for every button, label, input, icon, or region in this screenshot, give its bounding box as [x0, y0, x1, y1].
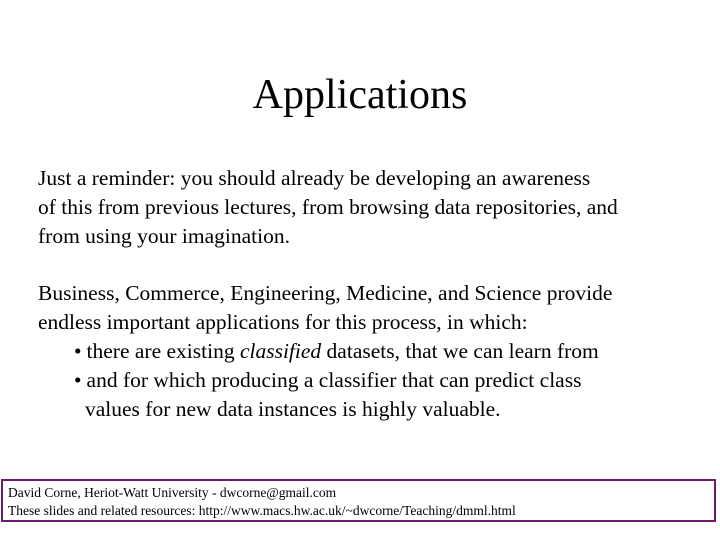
- slide-footer: [1, 479, 716, 522]
- applications-line-2: endless important applications for this process, in which:: [38, 310, 528, 334]
- footer-resources-line: These slides and related resources: http://www.macs.hw.ac.uk/~dwcorne/Teaching/dmml.html: [8, 503, 516, 518]
- intro-line-3: from using your imagination.: [38, 224, 290, 248]
- bullet-1-emphasis: classified: [239, 339, 322, 363]
- bullet-item-2: [38, 366, 708, 395]
- bullet-2-continuation: values for new data instances is highly valuable.: [85, 397, 501, 421]
- applications-line-1: Business, Commerce, Engineering, Medicine, and Science provide: [38, 281, 613, 305]
- bullet-marker: •: [74, 368, 82, 392]
- bullet-2-text: and for which producing a classifier that can predict class: [86, 368, 582, 392]
- footer-author-line: David Corne, Heriot-Watt University - dwcorne@gmail.com: [8, 485, 337, 500]
- bullet-1-text-after: datasets, that we can learn from: [321, 339, 599, 363]
- bullet-marker: •: [74, 339, 82, 363]
- intro-line-1: Just a reminder: you should already be developing an awareness: [38, 166, 591, 190]
- intro-line-2: of this from previous lectures, from browsing data repositories, and: [38, 195, 618, 219]
- slide-title: Applications: [252, 72, 468, 118]
- bullet-1-text-before: there are existing: [86, 339, 240, 363]
- intro-paragraph: [38, 164, 708, 251]
- applications-paragraph: [38, 279, 708, 424]
- bullet-item-1: [38, 337, 708, 366]
